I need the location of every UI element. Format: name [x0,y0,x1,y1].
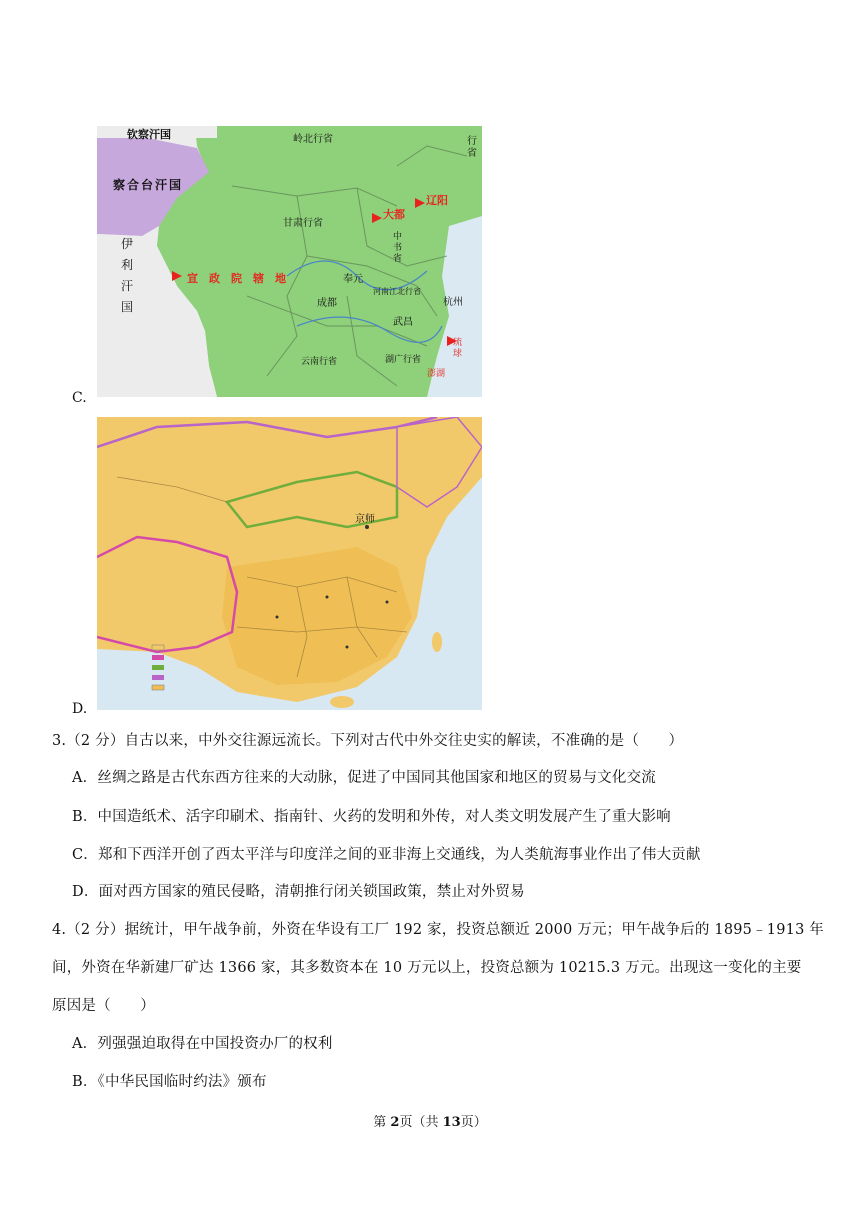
map-c-label-fengyuan: 奉元 [343,274,363,285]
footer-suffix: 页） [460,1115,487,1130]
map-c-yuan-dynasty [97,126,482,397]
map-d-label-jingshi: 京师 [355,514,375,525]
map-c-label-xuanzheng: 宣政院辖地 [187,272,297,285]
map-c-label-chengdu: 成都 [317,298,337,309]
map-c-label-ili [121,234,133,318]
option-d-letter: D. [72,701,88,717]
map-c-label-hangzhou: 杭州 [443,297,463,308]
map-c-label-top-left: 钦察汗国 [127,128,171,141]
question-4-stem-line-2: 间，外资在华新建厂矿达 1366 家，其多数资本在 10 万元以上，投资总额为 10215.3 万元。出现这一变化的主要 [52,960,802,976]
page-footer [0,1111,860,1130]
map-c-image [97,126,482,397]
map-c-label-dadu: 大都 [383,208,405,221]
footer-total-pages: 13 [442,1115,461,1130]
map-c-label-liuqiu: 琉球 [453,338,463,359]
question-4-option-b: B．《中华民国临时约法》颁布 [72,1074,267,1090]
footer-middle: 页（共 [399,1115,443,1130]
map-c-label-chagatai: 察合台汗国 [113,178,184,192]
map-c-label-ili-4: 国 [121,300,134,314]
question-4-option-a: A．列强强迫取得在中国投资办厂的权利 [72,1036,333,1052]
question-3-option-a: A．丝绸之路是古代东西方往来的大动脉，促进了中国同其他国家和地区的贸易与文化交流 [72,770,656,786]
option-c-letter: C. [72,390,87,406]
map-c-label-penghu: 澎湖 [427,369,446,379]
map-c-label-gansu: 甘肃行省 [283,218,323,229]
question-3-stem: 3.（2 分）自古以来，中外交往源远流长。下列对古代中外交往史实的解读，不准确的是（ ） [52,733,684,749]
map-c-label-wuchang: 武昌 [393,317,413,328]
map-c-label-liaoyang: 辽阳 [426,194,448,207]
map-c-label-huguang: 湖广行省 [385,355,422,365]
map-c-label-henan: 河南江北行省 [373,287,421,296]
question-3-option-d: D．面对西方国家的殖民侵略，清朝推行闭关锁国政策，禁止对外贸易 [72,884,525,900]
footer-page-number: 2 [390,1115,400,1130]
question-3-option-c: C．郑和下西洋开创了西太平洋与印度洋之间的亚非海上交通线，为人类航海事业作出了伟大贡献 [72,847,701,863]
question-4-stem-line-1: 4.（2 分）据统计，甲午战争前，外资在华设有工厂 192 家，投资总额近 2000 万元；甲午战争后的 1895﹣1913 年 [52,922,825,938]
map-c-label-ili-3: 汗 [121,279,134,293]
map-c-label-yunnan: 云南行省 [301,357,338,367]
question-4-stem-line-3: 原因是（ ） [52,998,155,1014]
map-d-image [97,417,482,710]
map-c-label-ili-1: 伊 [121,237,134,251]
map-c-label-lingbei: 岭北行省 [293,134,333,145]
map-c-label-zhongshu: 中书省 [393,232,403,264]
map-d-qing-dynasty [97,417,482,710]
question-3-option-b: B．中国造纸术、活字印刷术、指南针、火药的发明和外传，对人类文明发展产生了重大影响 [72,809,671,825]
map-c-label-ili-2: 利 [121,258,134,272]
map-c-label-xing: 行省 [467,136,477,159]
footer-prefix: 第 [373,1115,391,1130]
